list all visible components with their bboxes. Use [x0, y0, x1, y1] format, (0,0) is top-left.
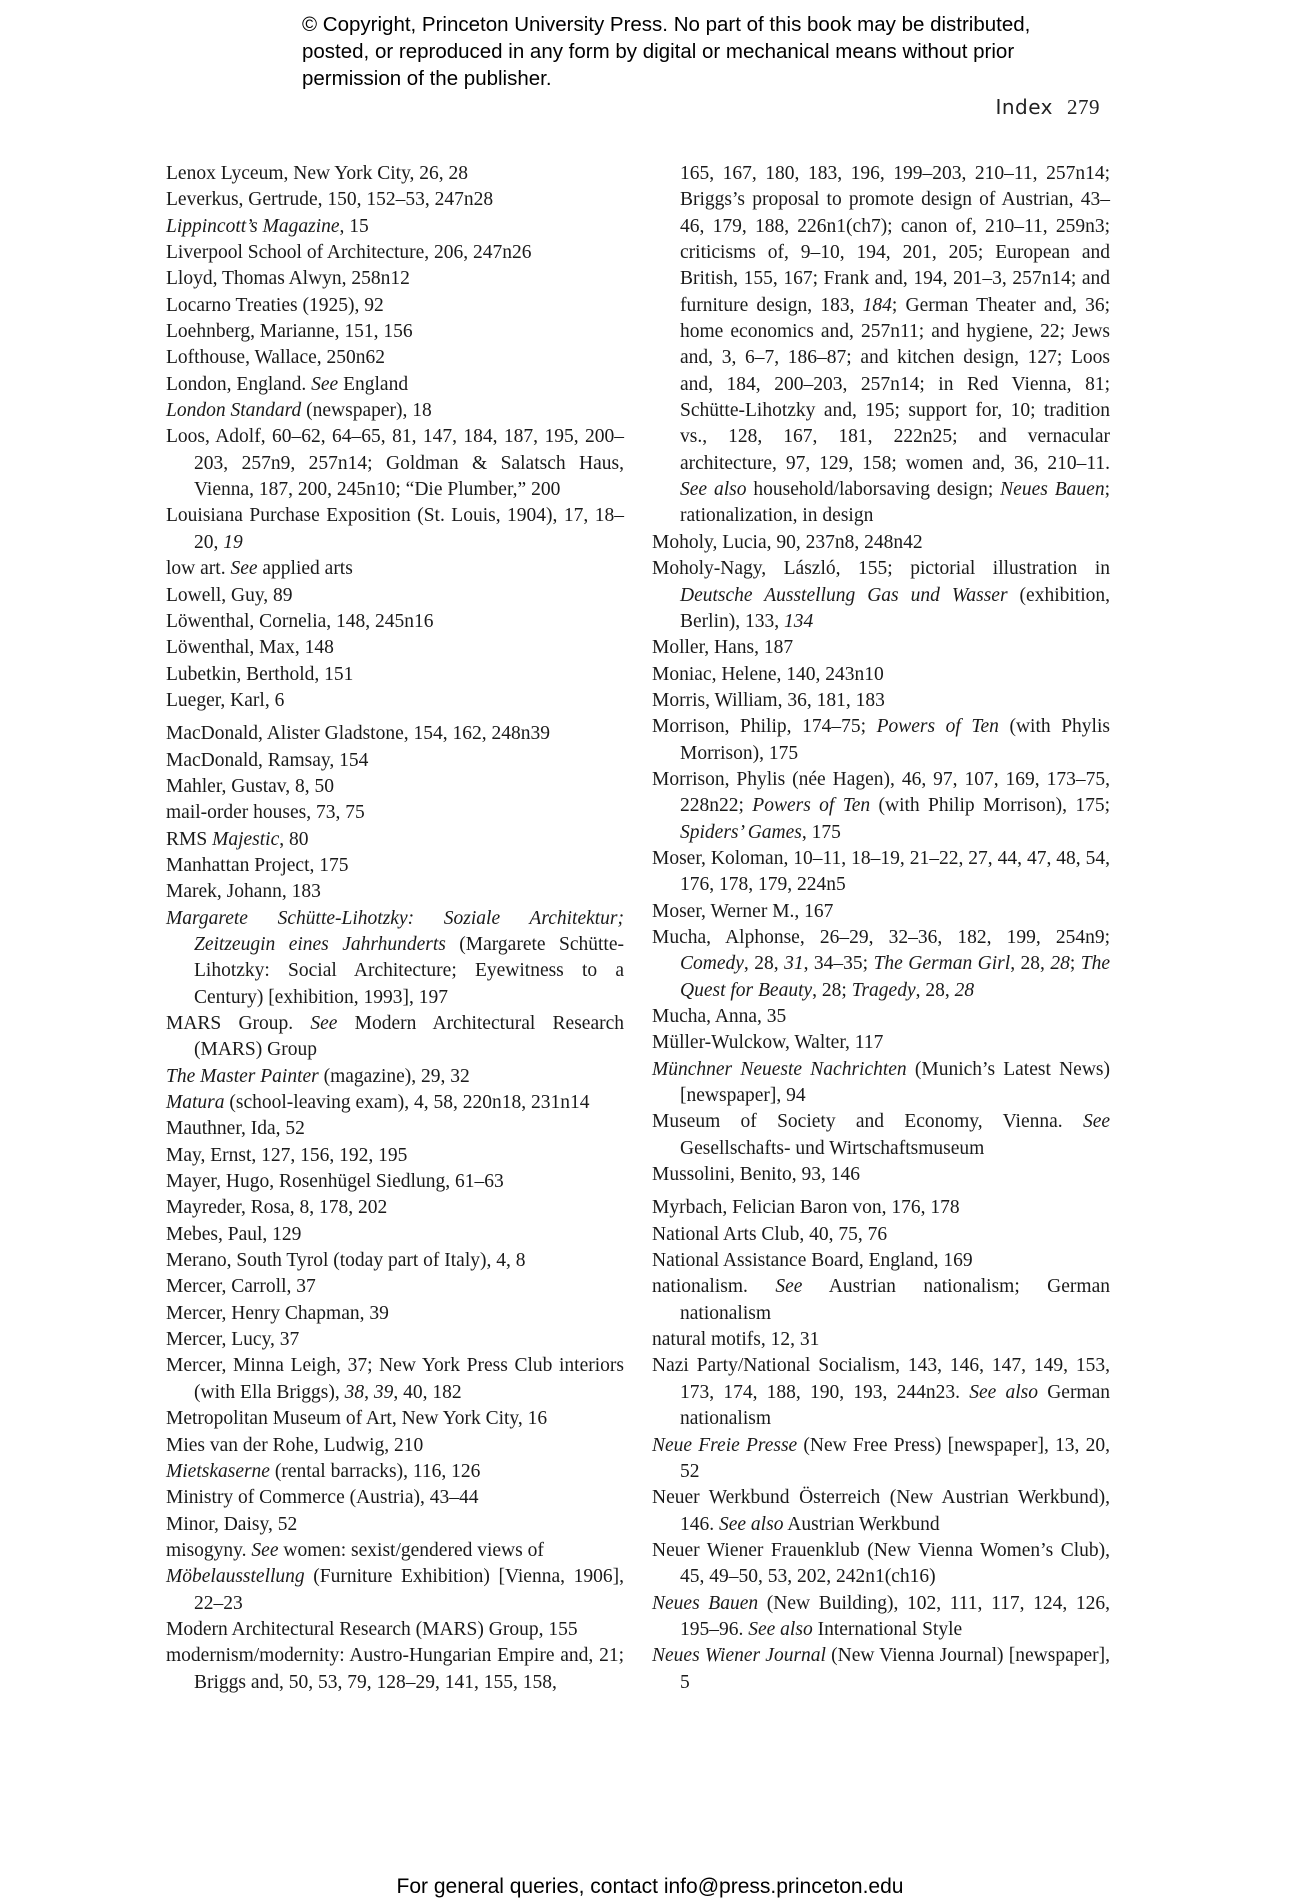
- index-entry: Mercer, Henry Chapman, 39: [166, 1302, 389, 1324]
- index-entry: Loos, Adolf, 60–62, 64–65, 81, 147, 184, 187, 195, 200–203, 257n9, 257n14; Goldman & Salatsch Haus, Vienna, 187, 200, 245n10; “Die Plumber,” 200: [166, 426, 624, 501]
- index-entry: London, England. See England: [166, 373, 409, 395]
- index-entry: Mucha, Anna, 35: [652, 1006, 787, 1027]
- index-entry: Loehnberg, Marianne, 151, 156: [166, 321, 413, 343]
- index-entry: Museum of Society and Economy, Vienna. See Gesellschafts- und Wirtschaftsmuseum: [652, 1111, 1110, 1159]
- index-entry: Lippincott’s Magazine, 15: [166, 215, 369, 237]
- index-entry: Mucha, Alphonse, 26–29, 32–36, 182, 199, 254n9; Comedy, 28, 31, 34–35; The German Girl, 28, 28; The Quest for Beauty, 28; Tragedy, 28, 28: [652, 926, 1111, 1001]
- index-entry: RMS Majestic, 80: [166, 828, 309, 850]
- index-entry: Neuer Wiener Frauenklub (New Vienna Women’s Club), 45, 49–50, 53, 202, 242n1(ch16): [652, 1539, 1110, 1588]
- index-entry: National Assistance Board, England, 169: [652, 1250, 973, 1272]
- index-entry: MARS Group. See Modern Architectural Research (MARS) Group: [166, 1013, 624, 1061]
- index-entry: National Arts Club, 40, 75, 76: [652, 1223, 888, 1245]
- index-entry: low art. See applied arts: [166, 558, 353, 580]
- index-entry: Morrison, Phylis (née Hagen), 46, 97, 107, 169, 173–75, 228n22; Powers of Ten (with Philip Morrison), 175; Spiders’ Games, 175: [652, 768, 1110, 843]
- index-entry: Neuer Werkbund Österreich (New Austrian Werkbund), 146. See also Austrian Werkbund: [652, 1487, 1110, 1535]
- index-entry: Löwenthal, Cornelia, 148, 245n16: [166, 610, 434, 632]
- index-entry: Louisiana Purchase Exposition (St. Louis, 1904), 17, 18–20, 19: [166, 505, 624, 553]
- index-entry: Mietskaserne (rental barracks), 116, 126: [166, 1460, 481, 1482]
- index-entry: London Standard (newspaper), 18: [166, 400, 432, 422]
- index-entry: The Master Painter (magazine), 29, 32: [166, 1065, 470, 1087]
- index-entry: Lenox Lyceum, New York City, 26, 28: [166, 163, 469, 184]
- index-entry: Mercer, Minna Leigh, 37; New York Press Club interiors (with Ella Briggs), 38, 39, 40, 182: [166, 1355, 624, 1403]
- index-entry: Lowell, Guy, 89: [166, 584, 293, 606]
- index-entry: Moniac, Helene, 140, 243n10: [652, 663, 884, 685]
- index-entry: Locarno Treaties (1925), 92: [166, 294, 384, 316]
- index-entry: Manhattan Project, 175: [166, 854, 349, 876]
- index-entry: Mebes, Paul, 129: [166, 1223, 302, 1245]
- index-entry: Neues Bauen (New Building), 102, 111, 117, 124, 126, 195–96. See also International Style: [652, 1592, 1110, 1640]
- index-entry: Mussolini, Benito, 93, 146: [652, 1164, 861, 1186]
- index-entry: Morris, William, 36, 181, 183: [652, 689, 885, 711]
- index-entry: misogyny. See women: sexist/gendered views of: [166, 1539, 544, 1561]
- index-entry: Metropolitan Museum of Art, New York City, 16: [166, 1408, 548, 1430]
- index-entry: Mahler, Gustav, 8, 50: [166, 775, 335, 797]
- index-entry: Mies van der Rohe, Ludwig, 210: [166, 1434, 424, 1456]
- page-number: 279: [1067, 95, 1100, 119]
- index-entry: Moller, Hans, 187: [652, 637, 794, 659]
- index-entry: Lueger, Karl, 6: [166, 689, 285, 711]
- running-head: [995, 95, 1100, 120]
- index-entry: Myrbach, Felician Baron von, 176, 178: [652, 1197, 960, 1219]
- index-entry: MacDonald, Alister Gladstone, 154, 162, 248n39: [166, 723, 550, 745]
- index-entry: Löwenthal, Max, 148: [166, 637, 334, 659]
- index-entry: Nazi Party/National Socialism, 143, 146, 147, 149, 153, 173, 174, 188, 190, 193, 244n23. See also German nationalism: [652, 1355, 1111, 1430]
- index-entry: May, Ernst, 127, 156, 192, 195: [166, 1144, 408, 1166]
- index-entry: Moholy-Nagy, László, 155; pictorial illustration in Deutsche Ausstellung Gas und Wasser (exhibition, Berlin), 133, 134: [652, 558, 1110, 632]
- index-entry: Lofthouse, Wallace, 250n62: [166, 347, 386, 369]
- index-entry: Müller-Wulckow, Walter, 117: [652, 1032, 884, 1054]
- index-column-right: [652, 161, 1110, 1696]
- index-entry: Marek, Johann, 183: [166, 881, 321, 903]
- index-entry: nationalism. See Austrian nationalism; German nationalism: [652, 1276, 1110, 1324]
- index-entry: Mayreder, Rosa, 8, 178, 202: [166, 1197, 388, 1219]
- index-entry: Matura (school-leaving exam), 4, 58, 220n18, 231n14: [166, 1092, 590, 1114]
- index-entry: Morrison, Philip, 174–75; Powers of Ten (with Phylis Morrison), 175: [652, 716, 1110, 764]
- index-entry: Modern Architectural Research (MARS) Group, 155: [166, 1618, 578, 1640]
- index-entry: Mercer, Lucy, 37: [166, 1329, 300, 1351]
- index-entry: Minor, Daisy, 52: [166, 1513, 298, 1535]
- index-entry: modernism/modernity: Austro-Hungarian Empire and, 21; Briggs and, 50, 53, 79, 128–29, 141, 155, 158,: [166, 1645, 624, 1693]
- copyright-notice: © Copyright, Princeton University Press. No part of this book may be distributed, posted, or reproduced in any form by digital or mechanical means without prior permission of the publisher.: [302, 13, 1031, 90]
- index-entry: MacDonald, Ramsay, 154: [166, 749, 369, 771]
- index-entry: Möbelausstellung (Furniture Exhibition) [Vienna, 1906], 22–23: [166, 1566, 624, 1614]
- index-column-left: [166, 161, 624, 1696]
- index-entry: Ministry of Commerce (Austria), 43–44: [166, 1487, 479, 1509]
- index-entry: 165, 167, 180, 183, 196, 199–203, 210–11, 257n14; Briggs’s proposal to promote design of Austrian, 43–46, 179, 188, 226n1(ch7); canon of, 210–11, 259n3; criticisms of, 9–10, 194, 201, 205; European and British, 155, 167; Frank and, 194, 201–3, 257n14; and furniture design, 183, 184; German Theater and, 36; home economics and, 257n11; and hygiene, 22; Jews and, 3, 6–7, 186–87; and kitchen design, 127; Loos and, 184, 200–203, 257n14; in Red Vienna, 81; Schütte-Lihotzky and, 195; support for, 10; tradition vs., 128, 167, 181, 222n25; and vernacular architecture, 97, 129, 158; women and, 36, 210–11. See also household/laborsaving design; Neues Bauen; rationalization, in design: [680, 163, 1110, 527]
- index-entry: Münchner Neueste Nachrichten (Munich’s Latest News) [newspaper], 94: [652, 1058, 1110, 1107]
- index-entry: Moholy, Lucia, 90, 237n8, 248n42: [652, 531, 923, 553]
- index-entry: Merano, South Tyrol (today part of Italy), 4, 8: [166, 1250, 526, 1272]
- index-entry: Neue Freie Presse (New Free Press) [newspaper], 13, 20, 52: [652, 1434, 1110, 1482]
- index-entry: Lubetkin, Berthold, 151: [166, 663, 354, 685]
- index-entry: Mauthner, Ida, 52: [166, 1118, 305, 1140]
- index-entry: mail-order houses, 73, 75: [166, 802, 365, 824]
- footer-contact: For general queries, contact info@press.princeton.edu: [396, 1875, 904, 1898]
- index-entry: Leverkus, Gertrude, 150, 152–53, 247n28: [166, 189, 494, 211]
- index-entry: natural motifs, 12, 31: [652, 1329, 820, 1351]
- index-entry: Moser, Werner M., 167: [652, 900, 834, 922]
- index-entry: Mercer, Carroll, 37: [166, 1276, 316, 1298]
- index-entry: Neues Wiener Journal (New Vienna Journal) [newspaper], 5: [652, 1645, 1110, 1693]
- index-entry: Margarete Schütte-Lihotzky: Soziale Architektur; Zeitzeugin eines Jahrhunderts (Margarete Schütte-Lihotzky: Social Architecture; Eyewitness to a Century) [exhibition, 1993], 197: [166, 907, 624, 1008]
- index-entry: Lloyd, Thomas Alwyn, 258n12: [166, 268, 410, 290]
- index-entry: Liverpool School of Architecture, 206, 247n26: [166, 242, 532, 264]
- index-entry: Moser, Koloman, 10–11, 18–19, 21–22, 27, 44, 47, 48, 54, 176, 178, 179, 224n5: [652, 847, 1110, 896]
- section-title: Index: [995, 95, 1053, 119]
- index-entry: Mayer, Hugo, Rosenhügel Siedlung, 61–63: [166, 1171, 504, 1193]
